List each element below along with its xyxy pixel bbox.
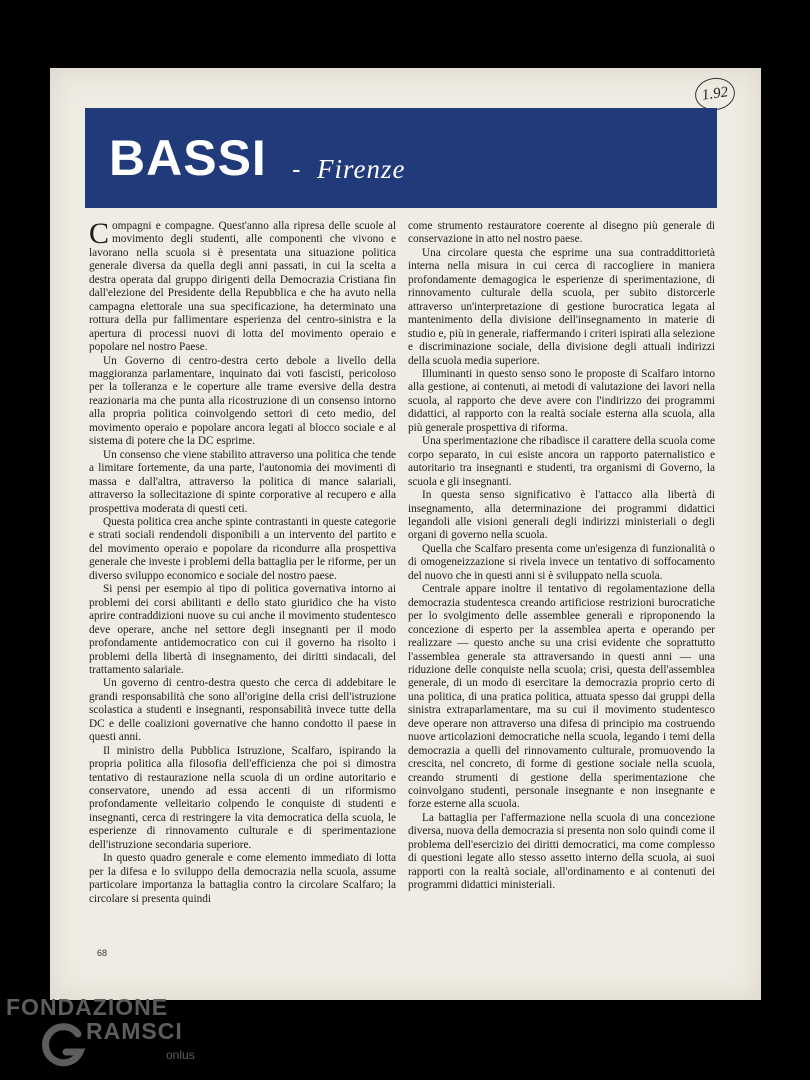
article-paragraph: Illuminanti in questo senso sono le proposte di Scalfaro intorno alla gestione, ai contenuti, ai metodi di valutazione dei lavori nella scuola, al rapporto che deve avere con l'indirizzo dei programmi didattici, al rapporto con la realtà sociale esterna alla scuola, alla più generale prospettiva di riforma. [408, 367, 715, 434]
author-city: Firenze [317, 154, 406, 184]
drop-cap: C [89, 217, 110, 250]
article-paragraph: Un Governo di centro-destra certo debole a livello della maggioranza parlamentare, inquinato dai voti fascisti, pericoloso per la tolleranza e le coperture alle trame eversive della destra reazionaria ma che punta alla ricostruzione di un consenso intorno alla propria politica coinvolgendo settori di ceto medio, del movimento operaio e popolare ancora legati al blocco sociale e al sistema di potere che la DC esprime. [89, 354, 396, 448]
article-paragraph: Si pensi per esempio al tipo di politica governativa intorno ai problemi dei corsi abilitanti e dello stato giuridico che ha visto aprire contraddizioni nuove su cui anche il movimento studentesco deve operare, anche nel settore degli insegnanti per il modo profondamente antidemocratico con cui il governo ha risolto i problemi della libertà di insegnamento, dei diritti sindacali, del trattamento salariale. [89, 583, 396, 676]
watermark-suffix: onlus [166, 1048, 195, 1062]
article-paragraph: Questa politica crea anche spinte contrastanti in queste categorie e strati sociali rendendoli disponibili a un intervento del partito e del movimento operaio e popolare da ricondurre alla prospettiva generale che investe i problemi della battaglia per le riforme, per un diverso sviluppo economico e sociale del nostro paese. [89, 515, 396, 582]
article-paragraph: In questo quadro generale e come elemento immediato di lotta per la difesa e lo sviluppo della democrazia nella scuola, assume particolare importanza la battaglia contro la circolare Scalfaro; la circolare si presenta quindi [89, 852, 396, 905]
archive-number-stamp: 1.92 [693, 75, 737, 112]
gramsci-g-logo-icon [40, 1022, 86, 1068]
title-banner [85, 108, 717, 208]
article-paragraph: Compagni e compagne. Quest'anno alla ripresa delle scuole al movimento degli studenti, alle componenti che vivono e lavorano nella scuola si è presentata una situazione politica generale diversa da quella degli anni passati, in cui la scelta a destra operata dal gruppo dirigenti della Democrazia Cristiana fin dall'elezione del Presidente della Repubblica e che ha avuto nella campagna elettorale una sua specificazione, ha determinato una rottura della pur fallimentare esperienza del centro-sinistra e la apertura di processi nuovi di lotta del movimento operaio e popolare nel nostro Paese. [89, 217, 396, 354]
article-paragraph: Una sperimentazione che ribadisce il carattere della scuola come corpo separato, in cui esiste ancora un rapporto paternalistico e autoritario tra insegnanti e studenti, tra organismi di Governo, la scuola e gli insegnanti. [408, 435, 715, 488]
watermark-line-2: RAMSCI [86, 1018, 183, 1044]
article-paragraph: In questa senso significativo è l'attacco alla libertà di insegnamento, alla determinazione dei programmi didattici legandoli alle visioni generali degli indirizzi ministeriali o degli organi di governo nella scuola. [408, 489, 715, 542]
article-column-right [408, 220, 715, 893]
author-surname: BASSI [109, 130, 267, 186]
fondazione-gramsci-watermark [6, 994, 226, 1074]
article-paragraph: Quella che Scalfaro presenta come un'esigenza di funzionalità o di omogeneizzazione si rivela invece un tentativo di soffocamento del nuovo che in questi anni si è sviluppato nella scuola. [408, 542, 715, 582]
watermark-line-1: FONDAZIONE [6, 994, 169, 1020]
article-paragraph: La battaglia per l'affermazione nella scuola di una concezione diversa, nuova della democrazia si presenta non solo quindi come il problema dell'esercizio dei diritti democratici, ma come complesso di questioni legate allo stesso assetto interno della scuola, ai suoi rapporti con la realtà sociale, all'ordinamento e ai contenuti dei programmi didattici ministeriali. [408, 811, 715, 892]
document-page [50, 68, 761, 1000]
title-separator: - [292, 154, 301, 184]
article-paragraph: Centrale appare inoltre il tentativo di regolamentazione della democrazia studentesca creando artificiose restrizioni burocratiche per lo svolgimento delle assemblee generali e riproponendo la concezione di esperto per la assemblea aperta e operando per realizzare — questo anche su una crisi evidente che soprattutto l'assemblea generale sta attraversando in questi anni — una riduzione delle conquiste nella scuola; crisi, questa dell'assemblea generale, di un modo di esercitare la democrazia proprio certo di una politica, di una pratica politica, attuata spesso dai gruppi della sinistra extraparlamentare, ma su cui il movimento studentesco deve operare non attraverso una difesa di principio ma costruendo nuove articolazioni democratiche nella scuola, legando i temi della democrazia a quelli del rinnovamento culturale, promuovendo la crescita, nel concreto, di forme di gestione sociale nella scuola, creando strumenti di gestione della sperimentazione che coinvolgano studenti, personale insegnante e non insegnante e forze esterne alla scuola. [408, 583, 715, 811]
article-paragraph: come strumento restauratore coerente al disegno più generale di conservazione in atto nel nostro paese. [408, 220, 715, 246]
article-paragraph: Un consenso che viene stabilito attraverso una politica che tende a limitare fortemente, da una parte, l'autonomia dei movimenti di massa e dall'altra, attraverso la politica di mance salariali, attraverso la sollecitazione di spinte corporative al recupero e alla prospettiva moderata di questi ceti. [89, 448, 396, 515]
article-paragraph: Un governo di centro-destra questo che cerca di addebitare le grandi responsabilità che sono all'origine della crisi dell'istruzione scolastica a studenti e insegnanti, responsabilità invece tutte della DC e delle coalizioni governative che hanno condotto il paese in questi anni. [89, 677, 396, 744]
article-paragraph: Il ministro della Pubblica Istruzione, Scalfaro, ispirando la propria politica alla filosofia dell'efficienza che poi si dimostra tentativo di restaurazione nella scuola di un ordine autoritario e conservatore, unendo ad essa accenti di un riformismo profondamente velleitario colpendo le conquiste di studenti e insegnanti, cerca di restringere la vita democratica della scuola, le esperienze di rinnovamento culturale e di sperimentazione dell'istruzione secondaria superiore. [89, 744, 396, 851]
page-number: 68 [97, 948, 108, 958]
article-column-left [89, 217, 396, 906]
article-paragraph: Una circolare questa che esprime una sua contraddittorietà interna nella misura in cui cerca di raccogliere in maniera profondamente demagogica le esperienze di sperimentazione, di rinnovamento culturale della scuola, per subito distorcerle attraverso un'interpretazione di gestione burocratica legata al mantenimento della divisione dell'insegnamento in materie di studio e, più in generale, riaffermando i criteri ispirati alla selezione e discriminazione sociale, della divisione degli attuali indirizzi della scuola media superiore. [408, 246, 715, 367]
